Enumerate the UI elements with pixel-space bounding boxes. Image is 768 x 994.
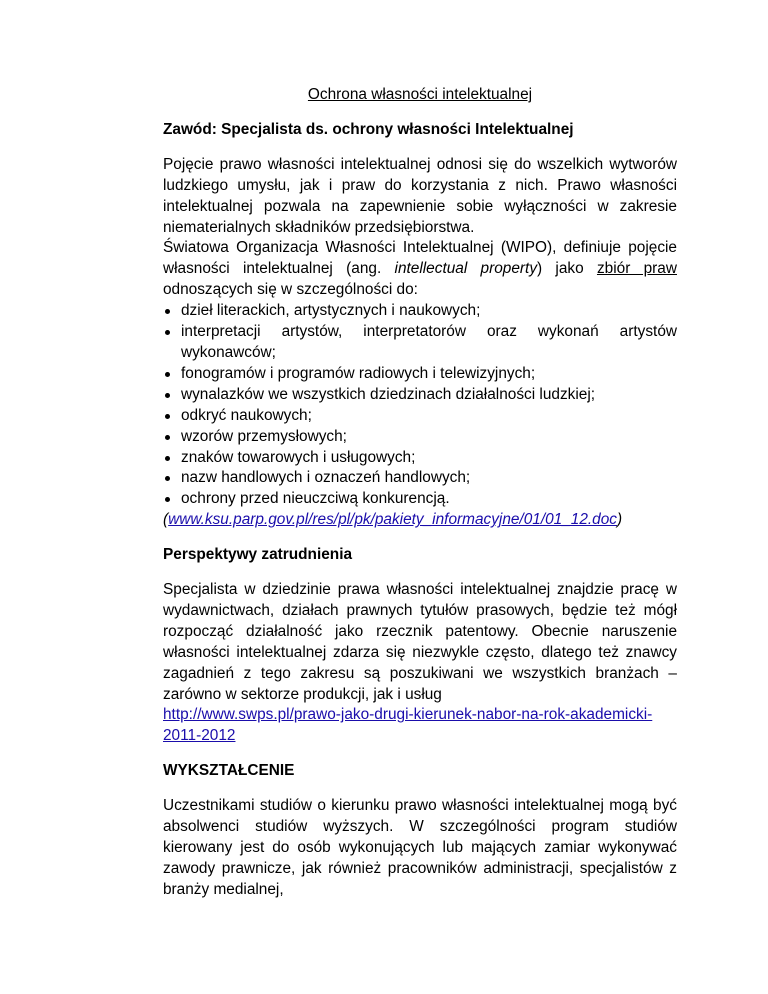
prospects-link-line <box>163 705 677 747</box>
list-item: interpretacji artystów, interpretatorów oraz wykonań artystów wykonawców; <box>163 322 677 364</box>
source-link[interactable]: www.ksu.parp.gov.pl/res/pl/pk/pakiety_informacyjne/01/01_12.doc <box>168 511 617 529</box>
bullet-icon <box>165 476 170 481</box>
bullet-icon <box>165 414 170 419</box>
wipo-text-middle: ) jako <box>537 260 597 278</box>
list-item: wzorów przemysłowych; <box>163 427 677 448</box>
prospects-paragraph: Specjalista w dziedzinie prawa własności intelektualnej znajdzie pracę w wydawnictwach, działach prawnych tytułów prasowych, będzie też mógł rozpocząć działalność jako rzecznik patentowy. Obecnie naruszenie własności intelektualnej zdarza się niezwykle często, dlatego też znawcy zagadnień z tego zakresu są poszukiwani we wszystkich branżach – zarówno w sektorze produkcji, jak i usług <box>163 581 677 703</box>
document-title: Ochrona własności intelektualnej <box>307 86 533 103</box>
list-item: dzieł literackich, artystycznych i naukowych; <box>163 301 677 322</box>
list-item: ochrony przed nieuczciwą konkurencją. <box>163 489 677 510</box>
wipo-text-after: odnoszących się w szczególności do: <box>163 281 418 299</box>
wipo-italic-term: intellectual property <box>394 260 538 278</box>
intro-paragraph: Pojęcie prawo własności intelektualnej odnosi się do wszelkich wytworów ludzkiego umysłu, jak i praw do korzystania z nich. Prawo własności intelektualnej pozwala na zapewnienie sobie wyłączności w zakresie niematerialnych składników przedsiębiorstwa. <box>163 155 677 236</box>
prospects-heading: Perspektywy zatrudnienia <box>163 546 353 564</box>
document-body <box>163 85 677 901</box>
bullet-icon <box>165 330 170 335</box>
list-item: fonogramów i programów radiowych i telewizyjnych; <box>163 364 677 385</box>
bullet-icon <box>165 393 170 398</box>
wipo-underlined-term: zbiór praw <box>596 260 677 278</box>
list-item: znaków towarowych i usługowych; <box>163 448 677 469</box>
occupation-heading: Zawód: Specjalista ds. ochrony własności Intelektualnej <box>163 120 574 138</box>
education-heading: WYKSZTAŁCENIE <box>163 762 295 780</box>
bullet-list <box>163 301 677 510</box>
bullet-icon <box>165 456 170 461</box>
list-item: wynalazków we wszystkich dziedzinach działalności ludzkiej; <box>163 385 677 406</box>
list-item: nazw handlowych i oznaczeń handlowych; <box>163 468 677 489</box>
source-citation: (www.ksu.parp.gov.pl/res/pl/pk/pakiety_informacyjne/01/01_12.doc) <box>163 511 623 529</box>
bullet-icon <box>165 309 170 314</box>
education-paragraph: Uczestnikami studiów o kierunku prawo własności intelektualnej mogą być absolwenci studiów wyższych. W szczególności program studiów kierowany jest do osób wykonujących lub mających zamiar wykonywać zawody prawnicze, jak również pracowników administracji, specjalistów z branży medialnej, <box>163 797 677 898</box>
bullet-icon <box>165 435 170 440</box>
prospects-link[interactable]: http://www.swps.pl/prawo-jako-drugi-kierunek-nabor-na-rok-akademicki-2011-2012 <box>163 706 653 745</box>
list-item: odkryć naukowych; <box>163 406 677 427</box>
wipo-paragraph <box>163 238 677 301</box>
wipo-text-before: Światowa Organizacja Własności Intelektualnej (WIPO), definiuje pojęcie własności intelektualnej (ang. <box>163 239 677 278</box>
bullet-icon <box>165 497 170 502</box>
bullet-icon <box>165 372 170 377</box>
